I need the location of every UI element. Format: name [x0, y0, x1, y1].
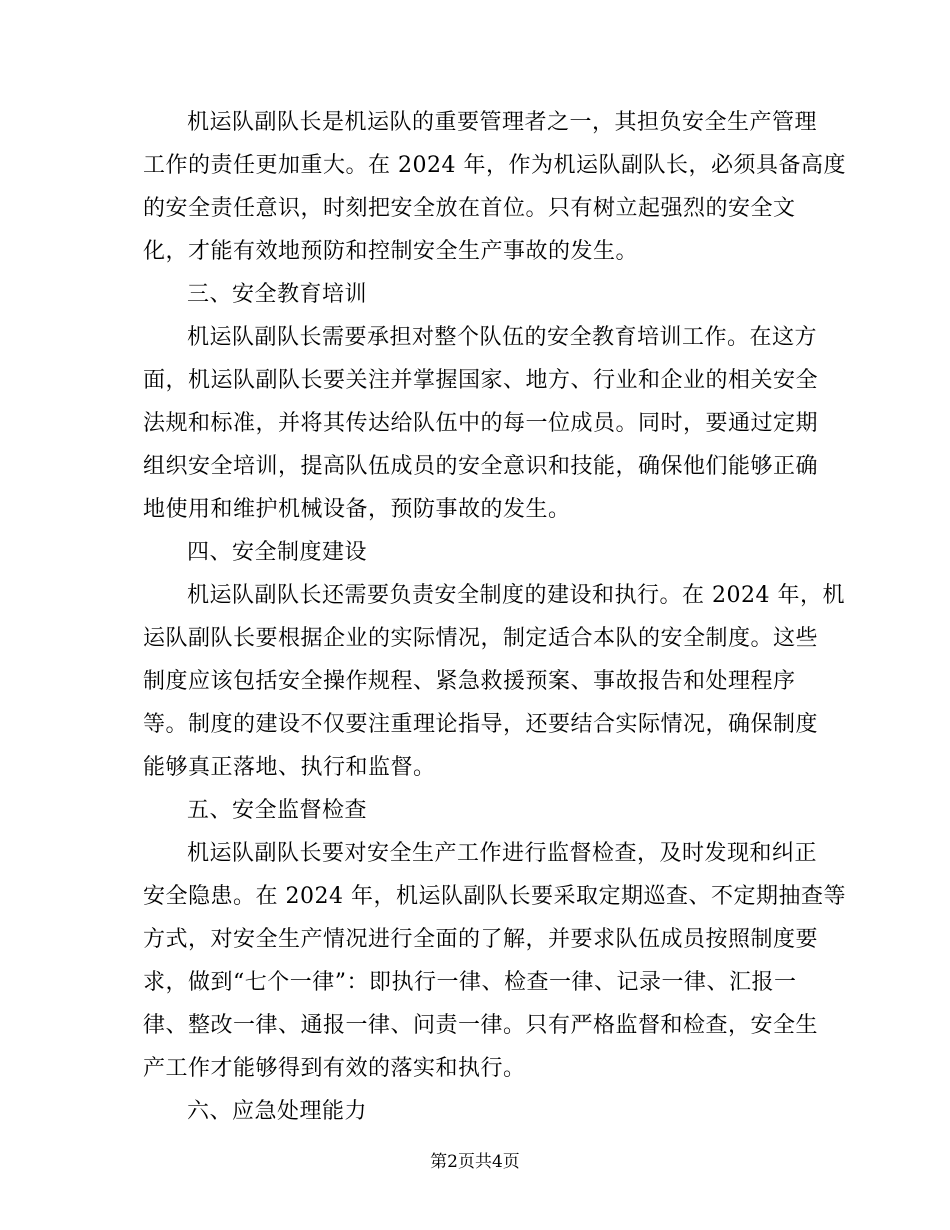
paragraph-line: 求，做到“七个一律”：即执行一律、检查一律、记录一律、汇报一: [143, 970, 797, 995]
paragraph-line: 的安全责任意识，时刻把安全放在首位。只有树立起强烈的安全文: [143, 196, 796, 221]
paragraph-line: 机运队副队长需要承担对整个队伍的安全教育培训工作。在这方: [187, 325, 818, 350]
paragraph-line: 地使用和维护机械设备，预防事故的发生。: [143, 497, 571, 522]
paragraph-line: 组织安全培训，提高队伍成员的安全意识和技能，确保他们能够正确: [143, 454, 819, 479]
paragraph-line: 化，才能有效地预防和控制安全生产事故的发生。: [143, 239, 639, 264]
section-heading: 五、安全监督检查: [187, 798, 368, 823]
paragraph-line: 能够真正落地、执行和监督。: [143, 755, 436, 780]
section-heading: 四、安全制度建设: [187, 540, 368, 565]
paragraph-line: 方式，对安全生产情况进行全面的了解，并要求队伍成员按照制度要: [143, 927, 819, 952]
paragraph-line: 面，机运队副队长要关注并掌握国家、地方、行业和企业的相关安全: [143, 368, 819, 393]
paragraph-line: 法规和标准，并将其传达给队伍中的每一位成员。同时，要通过定期: [143, 411, 819, 436]
paragraph-line: 机运队副队长还需要负责安全制度的建设和执行。在 2024 年，机: [187, 583, 845, 608]
paragraph-line: 安全隐患。在 2024 年，机运队副队长要采取定期巡查、不定期抽查等: [143, 884, 846, 909]
paragraph-line: 制度应该包括安全操作规程、紧急救援预案、事故报告和处理程序: [143, 669, 796, 694]
page-number: 第2页共4页: [430, 1152, 520, 1172]
paragraph-line: 机运队副队长要对安全生产工作进行监督检查，及时发现和纠正: [187, 841, 818, 866]
section-heading: 六、应急处理能力: [187, 1099, 368, 1124]
paragraph-line: 机运队副队长是机运队的重要管理者之一，其担负安全生产管理: [187, 110, 818, 135]
section-heading: 三、安全教育培训: [187, 282, 368, 307]
paragraph-line: 运队副队长要根据企业的实际情况，制定适合本队的安全制度。这些: [143, 626, 819, 651]
paragraph-line: 律、整改一律、通报一律、问责一律。只有严格监督和检查，安全生: [143, 1013, 819, 1038]
paragraph-line: 工作的责任更加重大。在 2024 年，作为机运队副队长，必须具备高度: [143, 153, 846, 178]
paragraph-line: 产工作才能够得到有效的落实和执行。: [143, 1056, 526, 1081]
paragraph-line: 等。制度的建设不仅要注重理论指导，还要结合实际情况，确保制度: [143, 712, 819, 737]
